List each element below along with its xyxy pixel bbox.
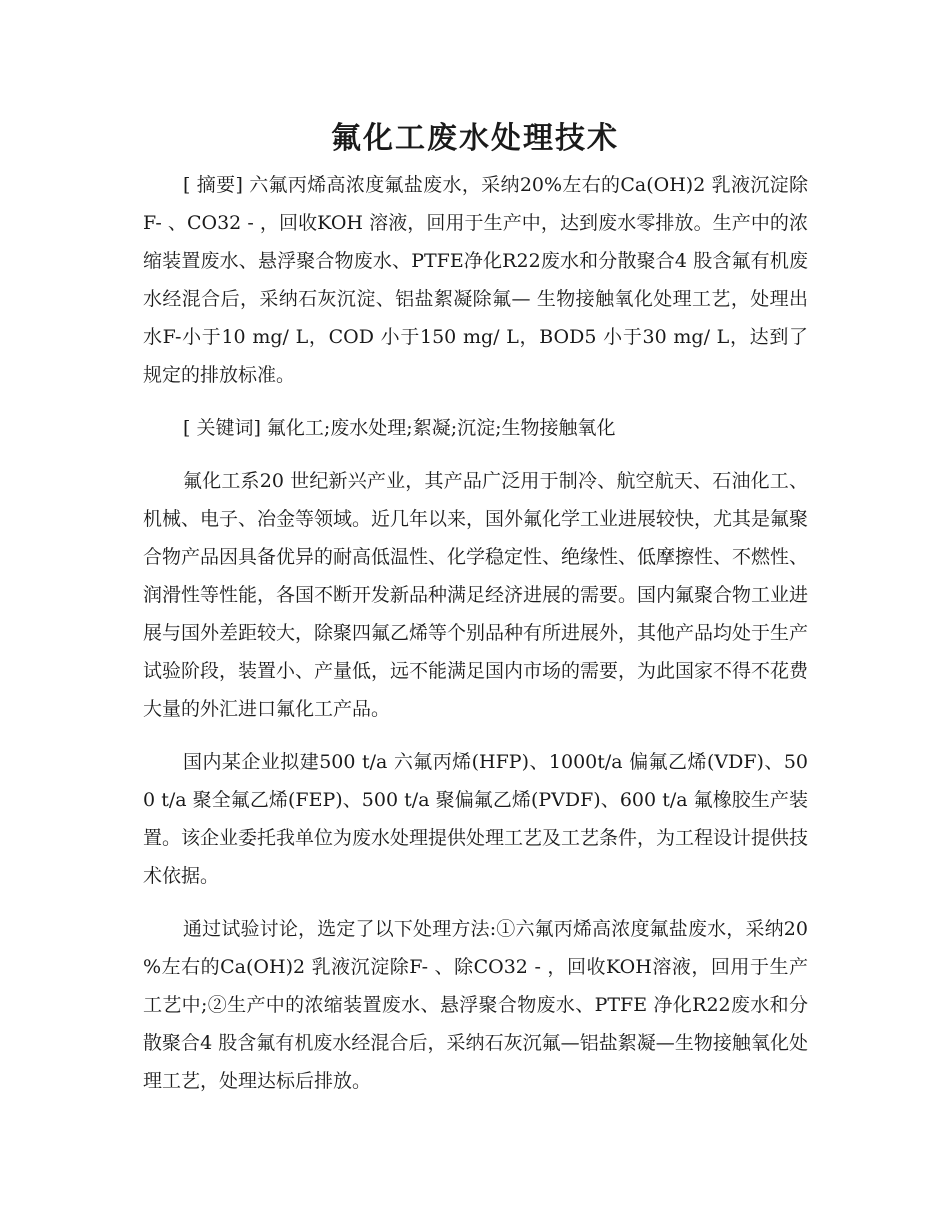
abstract-paragraph: [ 摘要] 六氟丙烯高浓度氟盐废水，采纳20%左右的Ca(OH)2 乳液沉淀除F- 、CO32 - ，回收KOH 溶液，回用于生产中，达到废水零排放。生产中的浓缩装置废水、悬浮聚合物废水、PTFE净化R22废水和分散聚合4 股含氟有机废水经混合后，采纳石灰沉淀、铝盐絮凝除氟— 生物接触氧化处理工艺，处理出水F-小于10 mg/ L，COD 小于150 mg/ L，BOD5 小于30 mg/ L，达到了规定的排放标准。: [143, 174, 808, 386]
document-title: 氟化工废水处理技术: [331, 121, 619, 156]
intro-paragraph: 氟化工系20 世纪新兴产业，其产品广泛用于制冷、航空航天、石油化工、机械、电子、冶金等领域。近几年以来，国外氟化学工业进展较快，尤其是氟聚合物产品因具备优异的耐高低温性、化学稳定性、绝缘性、低摩擦性、不燃性、润滑性等性能，各国不断开发新品种满足经济进展的需要。国内氟聚合物工业进展与国外差距较大，除聚四氟乙烯等个别品种有所进展外，其他产品均处于生产试验阶段，装置小、产量低，远不能满足国内市场的需要，为此国家不得不花费大量的外汇进口氟化工产品。: [143, 470, 809, 720]
keywords-paragraph: [ 关键词] 氟化工;废水处理;絮凝;沉淀;生物接触氧化: [183, 417, 616, 439]
project-paragraph: 国内某企业拟建500 t/a 六氟丙烯(HFP)、1000t/a 偏氟乙烯(VDF)、500 t/a 聚全氟乙烯(FEP)、500 t/a 聚偏氟乙烯(PVDF)、600 t/a 氟橡胶生产装置。该企业委托我单位为废水处理提供处理工艺及工艺条件，为工程设计提供技术依据。: [143, 751, 809, 887]
method-paragraph: 通过试验讨论，选定了以下处理方法:①六氟丙烯高浓度氟盐废水，采纳20 %左右的Ca(OH)2 乳液沉淀除F- 、除CO32 - ，回收KOH溶液，回用于生产工艺中;②生产中的浓缩装置废水、悬浮聚合物废水、PTFE 净化R22废水和分散聚合4 股含氟有机废水经混合后，采纳石灰沉氟—铝盐絮凝—生物接触氧化处理工艺，处理达标后排放。: [143, 918, 808, 1092]
document-body: [143, 166, 808, 1115]
